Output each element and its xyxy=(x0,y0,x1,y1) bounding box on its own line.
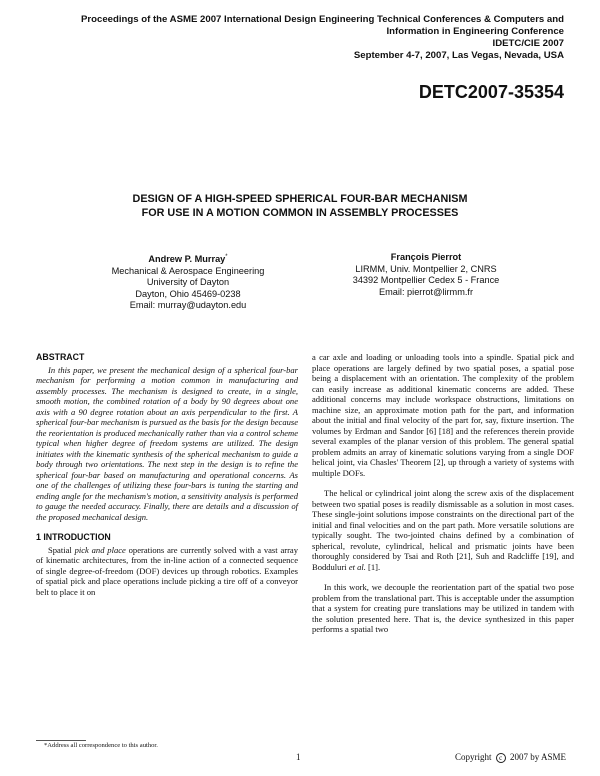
conference-line-1: Proceedings of the ASME 2007 International Design Engineering Technical Conferences & Computers and xyxy=(81,14,564,25)
author-email: Email: murray@udayton.edu xyxy=(129,300,247,311)
author-affiliation: 34392 Montpellier Cedex 5 - France xyxy=(352,275,500,286)
author-email: Email: pierrot@lirmm.fr xyxy=(378,286,474,297)
author-block-2 xyxy=(296,252,556,298)
page-number: 1 xyxy=(296,752,301,762)
paper-title xyxy=(40,192,560,220)
conference-header xyxy=(44,14,564,62)
author-affiliation: Dayton, Ohio 45469-0238 xyxy=(135,288,241,299)
conference-line-2: Information in Engineering Conference xyxy=(386,26,564,37)
abstract-text: In this paper, we present the mechanical design of a spherical four-bar mechanism for performing a motion common in manufacturing and assembly processes. The mechanism is designed to create, in a single, smooth motion, the combined rotation of a body by 90 degrees about one axis with a 90 degree rotation about an axis perpendicular to the first. A spherical four-bar mechanism is pursued as the basis for the design because the reorientation is produced mechanically rather than via a control scheme typical when higher degree of freedom systems are utilized. The design initiates with the kinematic synthesis of the spherical mechanism to guide a body through two orientations. The next step in the design is to refine the spherical four-bar based on manufacturing and operational concerns. As one of the challenges of utilizing these four-bars is tuning the starting and ending angle for the mechanism's motion, a sensitivity analysis is performed to gauge the needed accuracy. Finally, there are details and a discussion of the proposed mechanical design. xyxy=(36,364,298,522)
author-affiliation: Mechanical & Aerospace Engineering xyxy=(111,265,265,276)
title-line-1: DESIGN OF A HIGH-SPEED SPHERICAL FOUR-BAR MECHANISM xyxy=(132,193,468,205)
footnote: *Address all correspondence to this author. xyxy=(44,742,158,749)
abstract-heading: ABSTRACT xyxy=(36,352,85,362)
body-paragraph: a car axle and loading or unloading tools into a spindle. Spatial pick and place operations are largely defined by two spatial poses, a spatial pose being a displacement with an orientation. The complexity of the problem can easily increase as additional kinematic concerns are added. These additional concerns may include workspace obstructions, limitations on machine size, an approximate motion path for the part, and information about the initial and final velocity of the part for, say, fixture insertion. The volumes by Erdman and Sandor [6] [18] and the references therein provide several examples of the planar version of this problem. The general spatial problem admits an array of kinematic solutions varying from a single DOF helical joint, via Chasles' Theorem [2], up through a variety of systems with multiple DOFs. xyxy=(312,352,574,478)
footnote-rule xyxy=(36,740,86,741)
title-line-2: FOR USE IN A MOTION COMMON IN ASSEMBLY PROCESSES xyxy=(141,207,459,219)
right-column xyxy=(312,352,574,635)
author-affiliation: LIRMM, Univ. Montpellier 2, CNRS xyxy=(355,263,497,274)
paper-id: DETC2007-35354 xyxy=(418,82,564,102)
conference-line-4: September 4-7, 2007, Las Vegas, Nevada, USA xyxy=(353,50,564,61)
author-name: Andrew P. Murray xyxy=(148,254,226,265)
copyright-notice: Copyright c 2007 by ASME xyxy=(454,752,566,762)
author-affiliation: University of Dayton xyxy=(146,277,230,288)
copyright-symbol: c xyxy=(496,753,506,763)
author-name: François Pierrot xyxy=(390,252,462,262)
introduction-paragraph: Spatial pick and place operations are currently solved with a vast array of kinematic architectures, from the in-line action of a connected sequence of single degree-of-freedom (DOF) devices up through robotics. Examples of spatial pick and place operations include picking a tire off of a conveyor belt to place it on xyxy=(36,544,298,597)
conference-line-3: IDETC/CIE 2007 xyxy=(492,38,564,49)
correspondence-mark: * xyxy=(225,254,228,260)
left-column xyxy=(36,352,298,597)
body-paragraph: In this work, we decouple the reorientation part of the spatial two pose problem from the translational part. This is acceptable under the assumption that a system for creating pure translations may be utilized in tandem with the solution presented here. That is, the device synthesized in this paper performs a spatial two xyxy=(312,582,574,634)
body-paragraph: The helical or cylindrical joint along the screw axis of the displacement between two spatial poses is readily dismissable as a solution in most cases. These single-joint solutions impose constraints on the directional part of the initial and final velocities and on the part path. More versatile solutions are typically sought. The two-jointed chains defined by a combination of spherical, revolute, cylindrical, helical and prismatic joints have been thoroughly considered by Tsai and Roth [21], Suh and Radcliffe [19], and Bodduluri et al. [1]. xyxy=(312,488,574,572)
author-block-1 xyxy=(58,252,318,312)
introduction-heading: 1 INTRODUCTION xyxy=(36,532,111,542)
